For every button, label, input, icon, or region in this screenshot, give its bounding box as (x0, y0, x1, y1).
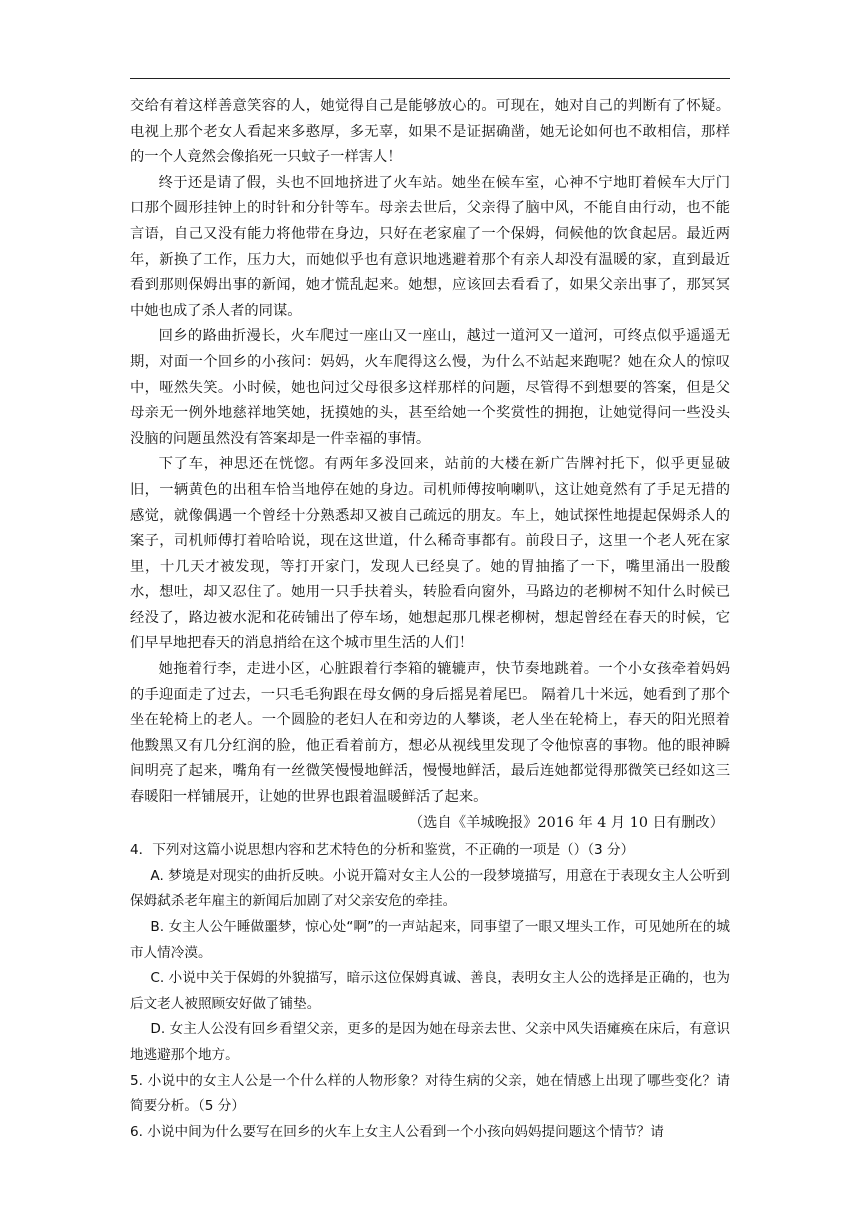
story-paragraph-3: 回乡的路曲折漫长，火车爬过一座山又一座山，越过一道河又一道河，可终点似乎遥遥无期，对面一个回乡的小孩问：妈妈，火车爬得这么慢，为什么不站起来跑呢？她在众人的惊叹中，哑然失笑。小时候，她也问过父母很多这样那样的问题，尽管得不到想要的答案，但是父母亲无一例外地慈祥地笑她，抚摸她的头，甚至给她一个奖赏性的拥抱，让她觉得问一些没头没脑的问题虽然没有答案却是一件幸福的事情。 (130, 328, 730, 447)
question-4-stem: 4．下列对这篇小说思想内容和艺术特色的分析和鉴赏，不正确的一项是（）（3 分） (130, 842, 635, 859)
question-5-stem: 5. 小说中的女主人公是一个什么样的人物形象？对待生病的父亲，她在情感上出现了哪些变化？请简要分析。（5 分） (130, 1072, 730, 1115)
question-4-option-a: A. 梦境是对现实的曲折反映。小说开篇对女主人公的一段梦境描写，用意在于表现女主人公听到保姆弑杀老年雇主的新闻后加剧了对父亲安危的牵挂。 (130, 867, 730, 910)
story-paragraph-2: 终于还是请了假，头也不回地挤进了火车站。她坐在候车室，心神不宁地盯着候车大厅门口那个圆形挂钟上的时针和分针等车。母亲去世后，父亲得了脑中风，不能自由行动，也不能言语，自己又没有能力将他带在身边，只好在老家雇了一个保姆，伺候他的饮食起居。最近两年，新换了工作，压力大，而她似乎也有意识地逃避着那个有亲人却没有温暖的家，直到最近看到那则保姆出事的新闻，她才慌乱起来。她想，应该回去看看了，如果父亲出事了，那冥冥中她也成了杀人者的同谋。 (130, 174, 730, 319)
story-paragraph-1: 交给有着这样善意笑容的人，她觉得自己是能够放心的。可现在，她对自己的判断有了怀疑。电视上那个老女人看起来多憨厚，多无辜，如果不是证据确凿，她无论如何也不敢相信，那样的一个人竟然会像掐死一只蚊子一样害人！ (130, 98, 730, 166)
question-6-stem: 6. 小说中间为什么要写在回乡的火车上女主人公看到一个小孩向妈妈提问题这个情节？请 (130, 1123, 664, 1140)
question-4-option-b: B. 女主人公午睡做噩梦，惊心处“啊”的一声站起来，同事望了一眼又埋头工作，可见她所在的城市人情冷漠。 (130, 919, 730, 961)
page-content (130, 94, 730, 1145)
story-text (130, 94, 730, 836)
story-paragraph-5: 她拖着行李，走进小区，心脏跟着行李箱的辘辘声，快节奏地跳着。一个小女孩牵着妈妈的手迎面走了过去，一只毛毛狗跟在母女俩的身后摇晃着尾巴。 隔着几十米远，她看到了那个坐在轮椅上的老人。一个圆脸的老妇人在和旁边的人攀谈，老人坐在轮椅上，春天的阳光照着他黢黑又有几分红润的脸，他正看着前方，想必从视线里发现了令他惊喜的事物。他的眼神瞬间明亮了起来，嘴角有一丝微笑慢慢地鲜活，慢慢地鲜活，最后连她都觉得那微笑已经如这三春暖阳一样铺展开，让她的世界也跟着温暖鲜活了起来。 (130, 661, 730, 806)
questions-section (130, 838, 730, 1145)
question-4-option-d: D. 女主人公没有回乡看望父亲，更多的是因为她在母亲去世、父亲中风失语瘫痪在床后，有意识地逃避那个地方。 (130, 1021, 730, 1063)
header-rule (130, 78, 730, 79)
story-paragraph-4: 下了车，神思还在恍惚。有两年多没回来，站前的大楼在新广告牌衬托下，似乎更显破旧，一辆黄色的出租车恰当地停在她的身边。司机师傅按响喇叭，这让她竟然有了手足无措的感觉，就像偶遇一个曾经十分熟悉却又被自己疏远的朋友。车上，她试探性地提起保姆杀人的案子，司机师傅打着哈哈说，现在这世道，什么稀奇事都有。前段日子，这里一个老人死在家里，十几天才被发现，等打开家门，发现人已经臭了。她的胃抽搐了一下，嘴里涌出一股酸水，想吐，却又忍住了。她用一只手扶着头，转脸看向窗外，马路边的老柳树不知什么时候已经没了，路边被水泥和花砖铺出了停车场，她想起那几棵老柳树，想起曾经在春天的时候，它们早早地把春天的消息捎给在这个城市里生活的人们！ (130, 456, 730, 652)
question-4-option-c: C. 小说中关于保姆的外貌描写，暗示这位保姆真诚、善良，表明女主人公的选择是正确的，也为后文老人被照顾安好做了铺垫。 (130, 970, 730, 1012)
story-source: （选自《羊城晚报》2016 年 4 月 10 日有删改） (408, 814, 724, 831)
